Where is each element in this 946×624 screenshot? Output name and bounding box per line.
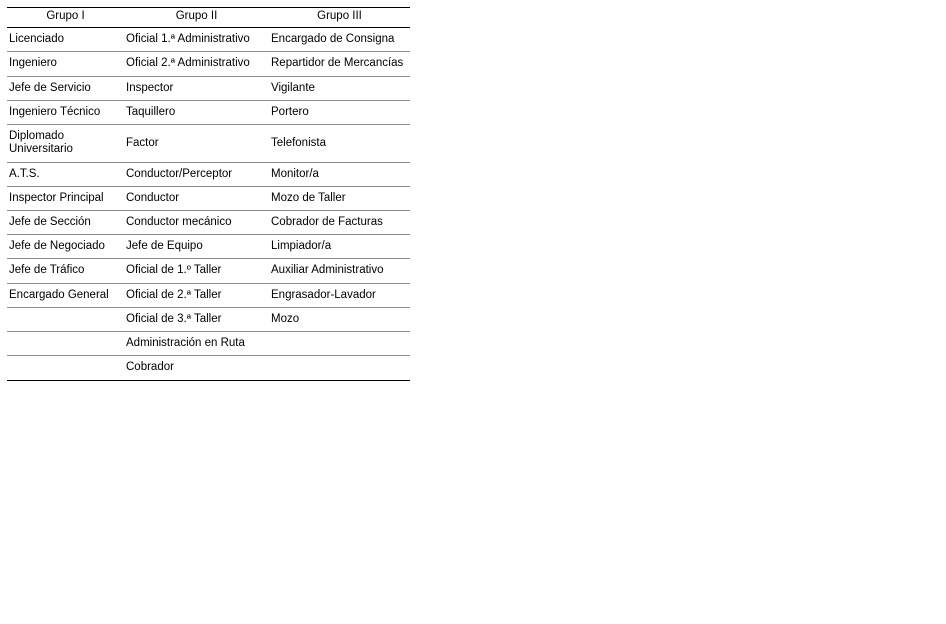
table-row <box>7 235 410 259</box>
table-row <box>7 210 410 234</box>
cell-grupo-ii: Oficial 1.ª Administrativo <box>124 28 269 52</box>
cell-grupo-i: A.T.S. <box>7 162 124 186</box>
table-row <box>7 332 410 356</box>
table-row <box>7 162 410 186</box>
cell-grupo-iii: Mozo <box>269 307 410 331</box>
cell-grupo-i: Jefe de Negociado <box>7 235 124 259</box>
cell-grupo-i <box>7 332 124 356</box>
cell-grupo-iii: Monitor/a <box>269 162 410 186</box>
cell-grupo-i: Ingeniero <box>7 52 124 76</box>
cell-grupo-ii: Oficial de 1.º Taller <box>124 259 269 283</box>
table-row <box>7 356 410 380</box>
cell-grupo-ii: Factor <box>124 125 269 162</box>
cell-grupo-iii: Encargado de Consigna <box>269 28 410 52</box>
cell-grupo-i <box>7 356 124 380</box>
cell-grupo-i: Diplomado Universitario <box>7 125 124 162</box>
cell-grupo-ii: Conductor/Perceptor <box>124 162 269 186</box>
cell-grupo-ii: Oficial de 2.ª Taller <box>124 283 269 307</box>
cell-grupo-iii: Vigilante <box>269 76 410 100</box>
cell-grupo-ii: Jefe de Equipo <box>124 235 269 259</box>
cell-grupo-ii: Conductor <box>124 186 269 210</box>
table-row <box>7 307 410 331</box>
column-header-grupo-iii: Grupo III <box>269 8 410 28</box>
table-row <box>7 28 410 52</box>
cell-grupo-ii: Administración en Ruta <box>124 332 269 356</box>
cell-grupo-iii: Limpiador/a <box>269 235 410 259</box>
cell-grupo-iii: Cobrador de Facturas <box>269 210 410 234</box>
cell-grupo-ii: Taquillero <box>124 100 269 124</box>
table-row <box>7 125 410 162</box>
column-header-grupo-ii: Grupo II <box>124 8 269 28</box>
cell-grupo-iii: Telefonista <box>269 125 410 162</box>
table-body <box>7 28 410 380</box>
cell-grupo-i: Inspector Principal <box>7 186 124 210</box>
cell-grupo-iii <box>269 356 410 380</box>
cell-grupo-i: Jefe de Sección <box>7 210 124 234</box>
cell-grupo-i: Encargado General <box>7 283 124 307</box>
cell-grupo-ii: Inspector <box>124 76 269 100</box>
cell-grupo-iii <box>269 332 410 356</box>
cell-grupo-i: Jefe de Tráfico <box>7 259 124 283</box>
table-header <box>7 8 410 28</box>
table-header-row <box>7 8 410 28</box>
cell-grupo-i <box>7 307 124 331</box>
cell-grupo-iii: Repartidor de Mercancías <box>269 52 410 76</box>
cell-grupo-iii: Engrasador-Lavador <box>269 283 410 307</box>
table-row <box>7 186 410 210</box>
table-row <box>7 76 410 100</box>
cell-grupo-i: Ingeniero Técnico <box>7 100 124 124</box>
cell-grupo-ii: Cobrador <box>124 356 269 380</box>
cell-grupo-ii: Conductor mecánico <box>124 210 269 234</box>
cell-grupo-iii: Mozo de Taller <box>269 186 410 210</box>
cell-grupo-i: Jefe de Servicio <box>7 76 124 100</box>
table-row <box>7 259 410 283</box>
cell-grupo-ii: Oficial de 3.ª Taller <box>124 307 269 331</box>
column-header-grupo-i: Grupo I <box>7 8 124 28</box>
grupos-table <box>7 7 410 381</box>
cell-grupo-i: Licenciado <box>7 28 124 52</box>
table-row <box>7 100 410 124</box>
cell-grupo-iii: Portero <box>269 100 410 124</box>
table-row <box>7 283 410 307</box>
cell-grupo-iii: Auxiliar Administrativo <box>269 259 410 283</box>
cell-grupo-ii: Oficial 2.ª Administrativo <box>124 52 269 76</box>
table-row <box>7 52 410 76</box>
